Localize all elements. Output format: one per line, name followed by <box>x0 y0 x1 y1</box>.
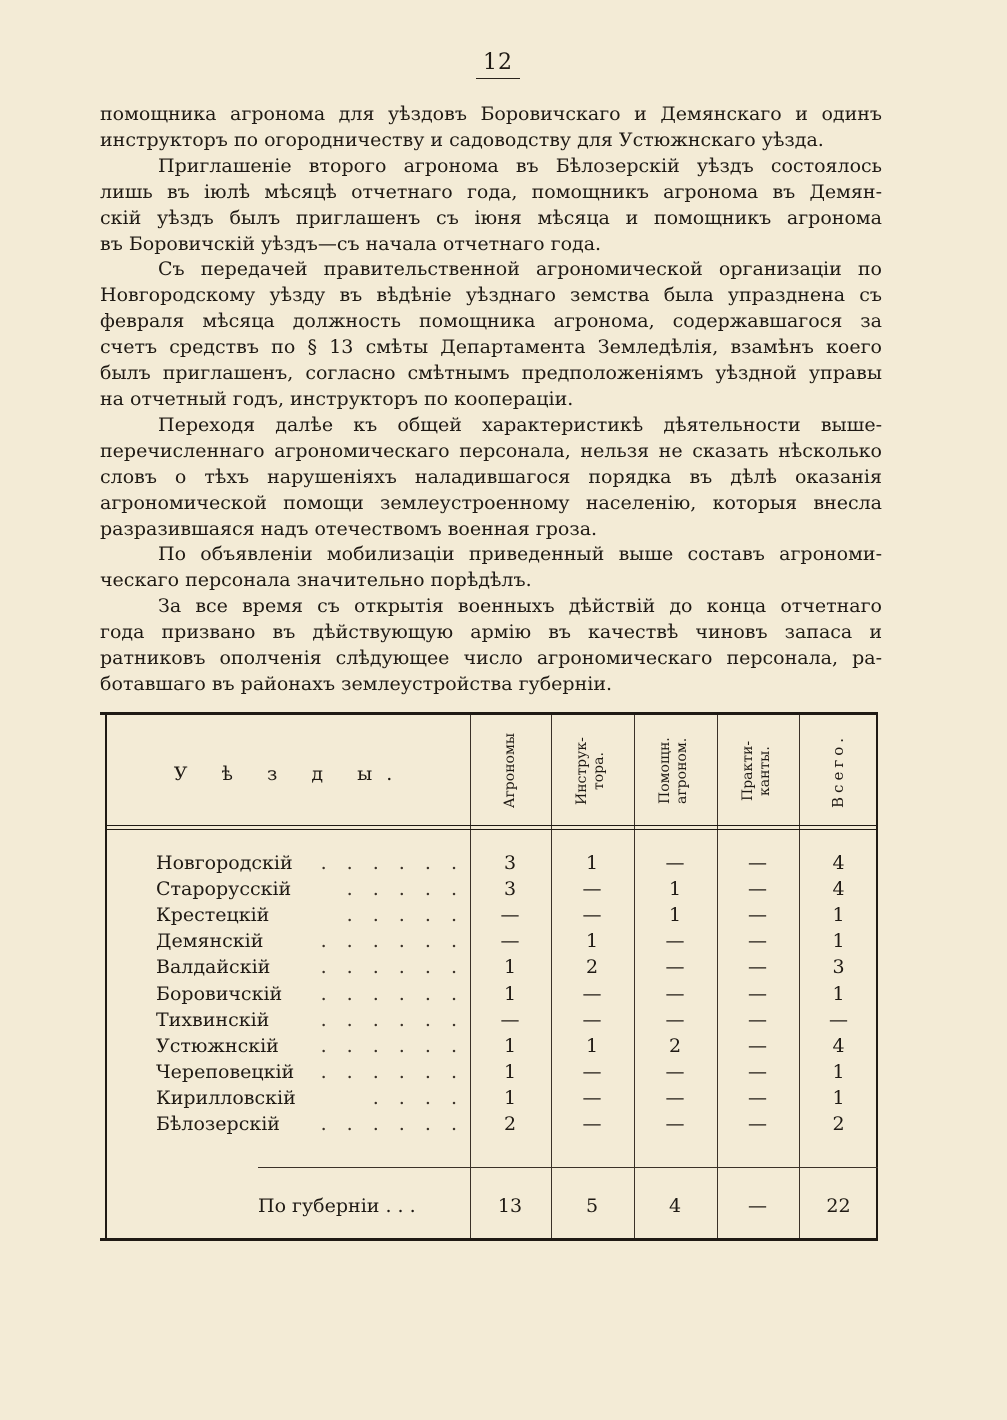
district-name: Боровичскій <box>156 982 283 1005</box>
table-cell: — <box>582 1008 602 1031</box>
text-line: помощника агронома для уѣздовъ Боровичскаго и Демянскаго и одинъ <box>100 103 882 125</box>
district-name: Демянскій <box>156 930 264 953</box>
district-name: Крестецкій <box>156 904 270 927</box>
total-cell: — <box>748 1195 767 1217</box>
table-cell: — <box>582 1113 602 1135</box>
table-cell: 1 <box>503 956 517 979</box>
text-line: ратниковъ ополченія слѣдующее число агрономическаго персонала, ра- <box>100 647 882 670</box>
table-cell: — <box>829 1008 848 1031</box>
leader-dots: . . . . <box>372 1086 464 1109</box>
text-line: былъ приглашенъ, согласно смѣтнымъ предположеніямъ уѣздной управы <box>100 362 882 385</box>
table-cell: 1 <box>503 1086 517 1109</box>
col-header-instructors <box>551 719 633 823</box>
table-cell: — <box>748 982 767 1005</box>
district-name: Валдайскій <box>156 956 271 979</box>
text-line: февраля мѣсяца должность помощника агронома, содержавшагося за <box>100 310 882 333</box>
text-line: По объявленіи мобилизаціи приведенный выше составъ агрономи- <box>158 543 882 566</box>
text-line: агрономической помощи землеустроенному населенію, которыя внесла <box>100 491 882 514</box>
table-cell: 3 <box>832 956 845 979</box>
text-line: разразившаяся надъ отечествомъ военная гроза. <box>100 517 598 540</box>
district-name: Устюжнскій <box>156 1034 279 1057</box>
text-line: Приглашеніе второго агронома въ Бѣлозерскій уѣздъ состоялось <box>158 154 882 177</box>
table-cell: 1 <box>832 930 845 953</box>
district-name: Кирилловскій <box>156 1086 296 1109</box>
total-cell: 22 <box>826 1195 851 1217</box>
text-line: За все время съ открытія военныхъ дѣйствій до конца отчетнаго <box>158 595 882 618</box>
leader-dots: . . . . . . <box>320 1008 464 1031</box>
leader-dots: . . . . . . <box>320 982 464 1005</box>
text-line: перечисленнаго агрономическаго персонала, нельзя не сказать нѣсколько <box>100 439 882 462</box>
table-row <box>100 904 878 930</box>
district-name: Череповецкій <box>156 1060 295 1083</box>
text-line: словъ о тѣхъ нарушеніяхъ наладившагося порядка въ дѣлѣ оказанія <box>100 465 882 488</box>
table-cell: — <box>748 878 767 901</box>
col-header-trainees-label: Практи- канты. <box>739 740 773 802</box>
table-cell: 2 <box>832 1113 845 1135</box>
col-header-trainees <box>717 719 798 823</box>
district-name: Старорусскій <box>156 878 292 901</box>
table-cell: 2 <box>503 1113 517 1135</box>
table-cell: — <box>665 852 685 874</box>
table-cell: 1 <box>503 982 517 1005</box>
body-text <box>100 102 882 698</box>
total-cell: 4 <box>668 1195 682 1217</box>
table-cell: 1 <box>503 1034 517 1057</box>
col-header-agronomists <box>470 719 550 823</box>
text-line: Съ передачей правительственной агрономической организаціи по <box>158 258 882 281</box>
district-name: Тихвинскій <box>156 1008 270 1031</box>
leader-dots: . . . . . . <box>320 852 464 874</box>
text-line: инструкторъ по огородничеству и садоводству для Устюжнскаго уѣзда. <box>100 128 824 151</box>
table-cell: — <box>665 1086 685 1109</box>
table-cell: 1 <box>668 904 682 927</box>
table-cell: — <box>582 1086 602 1109</box>
table-row <box>100 983 878 1009</box>
header-rule <box>105 829 878 830</box>
table-cell: — <box>748 904 767 927</box>
table-cell: — <box>748 1113 767 1135</box>
table-cell: — <box>748 1008 767 1031</box>
table-cell: — <box>748 956 767 979</box>
table-cell: 2 <box>668 1034 682 1057</box>
table-cell: — <box>582 878 602 901</box>
total-cell: 13 <box>497 1195 523 1217</box>
table-cell: 1 <box>585 1034 599 1057</box>
table-cell: — <box>665 982 685 1005</box>
table-cell: — <box>582 1060 602 1083</box>
table-cell: — <box>748 930 767 953</box>
text-line: скій уѣздъ былъ приглашенъ съ іюня мѣсяца и помощникъ агронома <box>100 206 882 229</box>
col-header-assistants-label: Помощн. агроном. <box>657 737 690 805</box>
text-line: ческаго персонала значительно порѣдѣлъ. <box>100 569 532 592</box>
district-name: Новгородскій <box>156 852 293 874</box>
table-cell: 1 <box>832 1086 845 1109</box>
table-cell: — <box>500 930 520 953</box>
table-cell: 1 <box>503 1060 517 1083</box>
table-cell: 1 <box>832 904 845 927</box>
leader-dots: . . . . . . <box>320 956 464 979</box>
text-line: Новгородскому уѣзду въ вѣдѣніе уѣзднаго земства была упразднена съ <box>100 284 882 307</box>
total-label: По губерніи . . . <box>258 1195 416 1217</box>
leader-dots: . . . . . . <box>320 930 464 953</box>
table-cell: 1 <box>832 982 845 1005</box>
col-header-instructors-label: Инструк- тора. <box>574 737 607 805</box>
table-cell: — <box>748 852 767 874</box>
text-line: на отчетный годъ, инструкторъ по коопераціи. <box>100 387 574 410</box>
total-rule <box>258 1167 878 1168</box>
header-rule <box>105 825 878 826</box>
table-row <box>100 878 878 904</box>
table-cell: 1 <box>832 1060 845 1083</box>
table-row <box>100 930 878 956</box>
table-row <box>100 956 878 982</box>
text-line: года призвано въ дѣйствующую армію въ качествѣ чиновъ запаса и <box>100 621 882 644</box>
table-cell: — <box>582 904 602 927</box>
table-cell: 4 <box>832 1034 845 1057</box>
district-name: Бѣлозерскій <box>156 1113 280 1135</box>
table-cell: — <box>665 930 685 953</box>
text-line: лишь въ іюлѣ мѣсяцѣ отчетнаго года, помощникъ агронома въ Демян- <box>100 180 882 203</box>
page-number: 12 <box>483 50 513 75</box>
table-cell: — <box>582 982 602 1005</box>
table-cell: 2 <box>585 956 599 979</box>
leader-dots: . . . . . . <box>320 1034 464 1057</box>
table-cell: 3 <box>503 852 517 874</box>
leader-dots: . . . . . . <box>320 1113 464 1135</box>
col-header-total <box>799 719 878 823</box>
table-cell: — <box>665 1060 685 1083</box>
leader-dots: . . . . . <box>346 904 464 927</box>
col-header-assistants <box>634 719 716 823</box>
total-cell: 5 <box>585 1195 599 1217</box>
table-row <box>100 1113 878 1139</box>
table-cell: — <box>748 1086 767 1109</box>
districts-column-header: У ѣ з д ы. <box>173 763 407 785</box>
table-cell: 1 <box>668 878 682 901</box>
table-cell: 1 <box>585 930 599 953</box>
table-row <box>100 852 878 878</box>
personnel-table <box>100 712 878 1241</box>
table-cell: — <box>665 1008 685 1031</box>
leader-dots: . . . . . . <box>320 1060 464 1083</box>
table-row <box>100 1061 878 1087</box>
table-row <box>100 1009 878 1035</box>
leader-dots: . . . . . <box>346 878 464 901</box>
table-cell: — <box>748 1060 767 1083</box>
table-cell: — <box>665 956 685 979</box>
text-line: счетъ средствъ по § 13 смѣты Департамента Земледѣлія, взамѣнъ коего <box>100 336 882 359</box>
table-cell: 4 <box>832 852 845 874</box>
table-cell: — <box>500 1008 520 1031</box>
table-cell: 4 <box>832 878 845 901</box>
text-line: въ Боровичскій уѣздъ—съ начала отчетнаго года. <box>100 232 602 255</box>
table-cell: 1 <box>585 852 599 874</box>
table-row <box>100 1087 878 1113</box>
text-line: Переходя далѣе къ общей характеристикѣ дѣятельности выше- <box>158 413 882 436</box>
page-number-rule <box>476 78 520 79</box>
table-cell: 3 <box>503 878 517 901</box>
table-row <box>100 1035 878 1061</box>
col-header-total-label: Всего. <box>829 734 847 808</box>
table-cell: — <box>500 904 520 927</box>
table-cell: — <box>665 1113 685 1135</box>
table-cell: — <box>748 1034 767 1057</box>
text-line: ботавшаго въ районахъ землеустройства губерніи. <box>100 672 613 695</box>
col-header-agronomists-label: Агрономы <box>501 733 518 809</box>
